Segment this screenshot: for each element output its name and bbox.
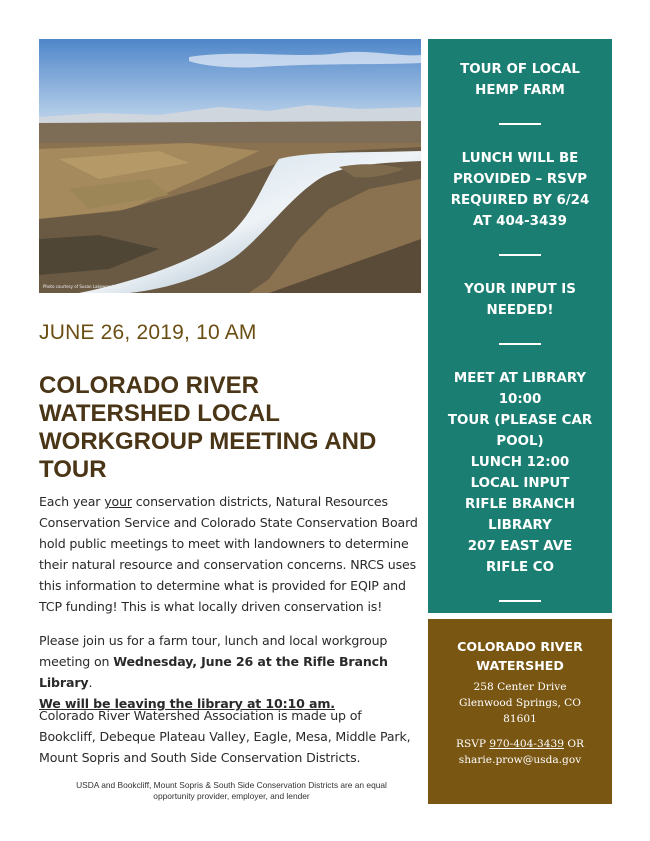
address-line: 258 Center Drive	[473, 681, 567, 693]
divider	[499, 343, 541, 345]
text-line: Conservation Service and Colorado State Conservation Board	[39, 515, 418, 530]
divider	[499, 123, 541, 125]
text-line: Please join us for a farm tour, lunch and local workgroup	[39, 633, 388, 648]
contact-box	[428, 619, 612, 804]
association-paragraph	[39, 705, 424, 768]
sidebar-line: TOUR (PLEASE CAR	[447, 413, 593, 428]
contact-title	[428, 637, 612, 675]
rsvp-or: OR	[563, 738, 584, 750]
address-line: 81601	[503, 713, 537, 725]
text-line	[39, 491, 424, 512]
sidebar-line: RIFLE CO	[486, 560, 554, 575]
text-line: their natural resource and conservation concerns. NRCS uses	[39, 557, 417, 572]
event-title	[39, 372, 424, 484]
equal-opportunity-footer	[39, 780, 424, 802]
text-line: hold public meetings to meet with landowners to determine	[39, 536, 409, 551]
title-line: WORKGROUP MEETING AND	[39, 428, 377, 455]
sidebar-line: LUNCH WILL BE	[461, 151, 579, 166]
sidebar-line: NEEDED!	[486, 303, 554, 318]
sidebar-line: TOUR OF LOCAL	[460, 62, 580, 77]
event-date: JUNE 26, 2019, 10 AM	[39, 321, 257, 344]
text-run: Each year	[39, 494, 105, 509]
rsvp-line	[428, 736, 612, 752]
address-line: Glenwood Springs, CO	[459, 697, 581, 709]
sidebar-line: AT 404-3439	[473, 214, 567, 229]
contact-title-line: COLORADO RIVER	[457, 639, 583, 654]
sidebar-line: MEET AT LIBRARY	[453, 371, 587, 386]
text-run: meeting on	[39, 654, 114, 669]
text-line: Colorado River Watershed Association is made up of	[39, 708, 362, 723]
sidebar-line: PROVIDED – RSVP	[452, 172, 588, 187]
sidebar-line: LIBRARY	[488, 518, 552, 533]
contact-email[interactable]: sharie.prow@usda.gov	[458, 754, 582, 766]
landscape-illustration	[39, 39, 421, 293]
sidebar-line: 207 EAST AVE	[467, 539, 573, 554]
footer-line: USDA and Bookcliff, Mount Sopris & South Side Conservation Districts are an equal	[76, 780, 387, 790]
agenda-block	[428, 368, 612, 578]
text-line: Bookcliff, Debeque Plateau Valley, Eagle, Mesa, Middle Park,	[39, 729, 411, 744]
input-needed-block	[428, 279, 612, 321]
emphasis-your: your	[104, 494, 132, 509]
sidebar-line: LOCAL INPUT	[470, 476, 570, 491]
contact-rsvp	[428, 736, 612, 768]
title-line: COLORADO RIVER	[39, 372, 260, 399]
sidebar-line: REQUIRED BY 6/24	[450, 193, 590, 208]
divider	[499, 254, 541, 256]
contact-title-line: WATERSHED	[476, 658, 564, 673]
sidebar-line: HEMP FARM	[475, 83, 565, 98]
photo-credit: Photo courtesy of Susan Lakewood LLC	[43, 284, 122, 289]
departure-notice: We will be leaving the library at 10:10 am.	[39, 696, 335, 711]
footer-line: opportunity provider, employer, and lender	[153, 791, 310, 801]
rsvp-label: RSVP	[456, 738, 490, 750]
sidebar-line: RIFLE BRANCH	[465, 497, 575, 512]
aerial-river-photo	[39, 39, 421, 293]
sidebar-line: 10:00	[498, 392, 542, 407]
sidebar-line: POOL)	[496, 434, 544, 449]
contact-address	[428, 679, 612, 727]
text-line: TCP funding! This is what locally driven conservation is!	[39, 599, 383, 614]
hemp-farm-block	[428, 59, 612, 101]
sidebar-line: LUNCH 12:00	[470, 455, 570, 470]
text-line: Mount Sopris and South Side Conservation Districts.	[39, 750, 361, 765]
rsvp-phone-link[interactable]: 970-404-3439	[489, 738, 564, 750]
invitation-paragraph	[39, 630, 424, 714]
intro-paragraph	[39, 491, 424, 617]
text-line: this information to determine what is provided for EQIP and	[39, 578, 406, 593]
sidebar-line: YOUR INPUT IS	[464, 282, 576, 297]
lunch-block	[428, 148, 612, 232]
meeting-details: Wednesday, June 26 at the Rifle Branch Library	[39, 654, 388, 690]
text-run: .	[88, 675, 93, 690]
title-line: WATERSHED LOCAL	[39, 400, 280, 427]
text-run: conservation districts, Natural Resources	[131, 494, 388, 509]
schedule-sidebar	[428, 39, 612, 613]
text-line	[39, 651, 424, 693]
divider	[499, 600, 541, 602]
title-line: TOUR	[39, 456, 107, 483]
